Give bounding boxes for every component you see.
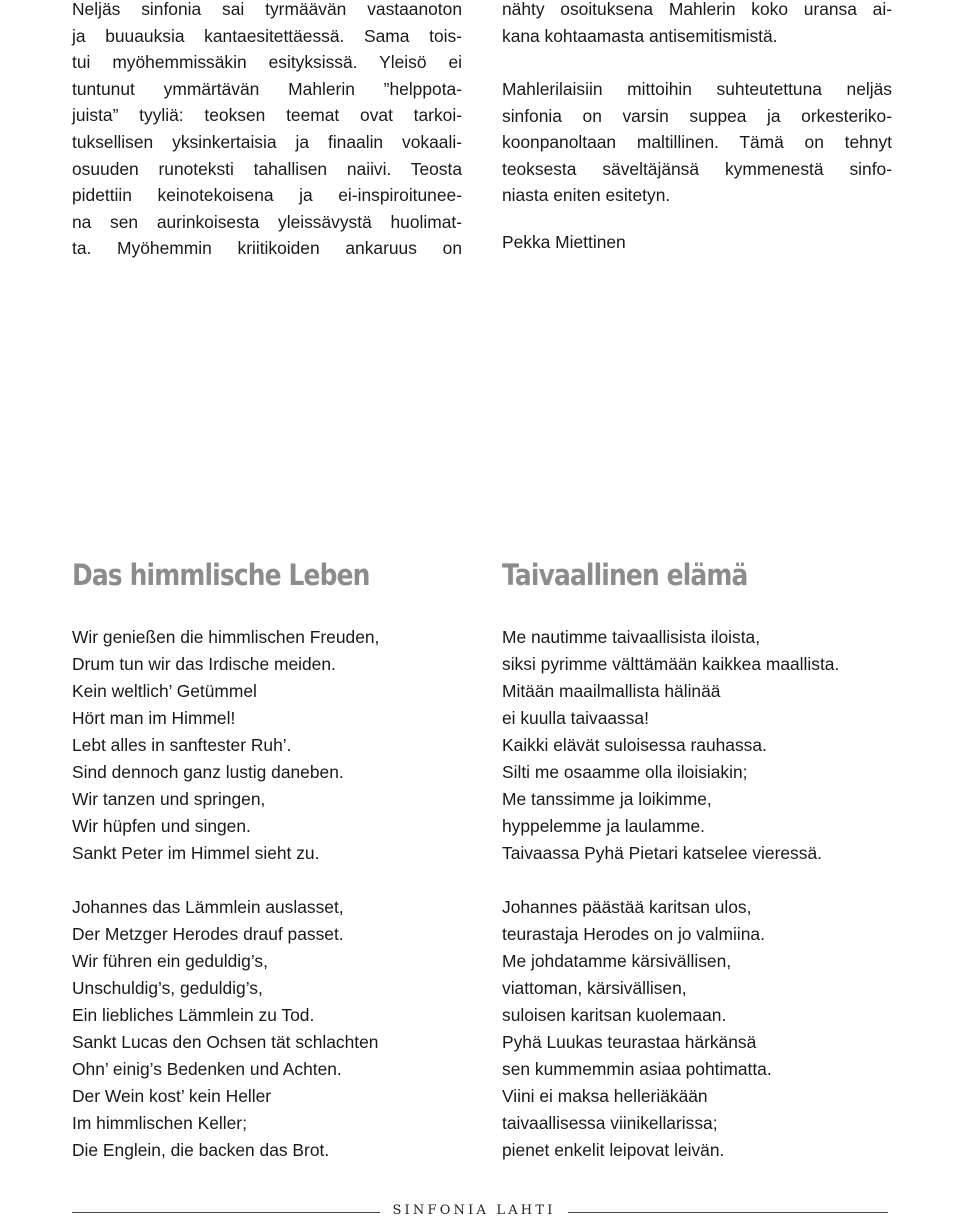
german-stanza-2 [72, 894, 462, 1164]
finnish-stanza-2 [502, 894, 892, 1164]
prose-line: tui myöhemmissäkin esityksissä. Yleisö ei [72, 52, 462, 73]
prose-line: osuuden runoteksti tahallisen naiivi. Teosta [72, 158, 462, 179]
verse-line: Viini ei maksa helleriäkään [502, 1086, 708, 1106]
verse-line: sen kummemmin asiaa pohtimatta. [502, 1059, 772, 1079]
footer-rule-left [72, 1212, 380, 1213]
verse-line: Lebt alles in sanftester Ruh’. [72, 735, 292, 755]
verse-line: Wir tanzen und springen, [72, 789, 266, 809]
verse-line: Wir genießen die himmlischen Freuden, [72, 627, 380, 647]
right-prose-column [502, 0, 892, 49]
page-footer [0, 1203, 960, 1223]
verse-line: hyppelemme ja laulamme. [502, 816, 705, 836]
verse-line: Unschuldig’s, geduldig’s, [72, 978, 263, 998]
prose-line: tuntunut ymmärtävän Mahlerin ”helppota- [72, 78, 462, 99]
verse-line: Me nautimme taivaallisista iloista, [502, 627, 761, 647]
verse-line: suloisen karitsan kuolemaan. [502, 1005, 727, 1025]
verse-line: Ein liebliches Lämmlein zu Tod. [72, 1005, 315, 1025]
verse-line: Me johdatamme kärsivällisen, [502, 951, 732, 971]
stanza [502, 894, 892, 1164]
prose-line: kana kohtaamasta antisemitismistä. [502, 25, 778, 46]
prose-line: nähty osoituksena Mahlerin koko uransa ai- [502, 0, 892, 19]
verse-line: pienet enkelit leipovat leivän. [502, 1140, 725, 1160]
prose-line: na sen aurinkoisesta yleissävystä huolimat- [72, 211, 462, 232]
verse-line: Mitään maailmallista hälinää [502, 681, 721, 701]
german-poem-title: Das himmlische Leben [72, 558, 370, 592]
finnish-poem-title-block [502, 558, 892, 592]
prose-line: ja buuauksia kantaesitettäessä. Sama tois- [72, 25, 462, 46]
verse-line: Drum tun wir das Irdische meiden. [72, 654, 336, 674]
verse-line: Johannes das Lämmlein auslasset, [72, 897, 344, 917]
verse-line: ei kuulla taivaassa! [502, 708, 649, 728]
right-prose-column-2 [502, 76, 892, 209]
right-prose-paragraph-2 [502, 76, 892, 209]
verse-line: Ohn’ einig’s Bedenken und Achten. [72, 1059, 342, 1079]
prose-line: pidettiin keinotekoisena ja ei-inspiroituneе- [72, 185, 462, 206]
author-block [502, 232, 892, 253]
verse-line: Hört man im Himmel! [72, 708, 236, 728]
verse-line: Die Englein, die backen das Brot. [72, 1140, 330, 1160]
verse-line: Wir führen ein geduldig’s, [72, 951, 268, 971]
prose-line: ta. Myöhemmin kriitikoiden ankaruus on [72, 238, 462, 259]
prose-line: Neljäs sinfonia sai tyrmäävän vastaanoton [72, 0, 462, 19]
finnish-poem-title: Taivaallinen elämä [502, 558, 748, 592]
right-prose-paragraph-1 [502, 0, 892, 49]
stanza [502, 624, 892, 867]
verse-line: Me tanssimme ja loikimme, [502, 789, 712, 809]
verse-line: viattoman, kärsivällisen, [502, 978, 687, 998]
verse-line: Sankt Lucas den Ochsen tät schlachten [72, 1032, 379, 1052]
footer-orchestra-name: SINFONIA LAHTI [392, 1203, 556, 1218]
stanza [72, 894, 462, 1164]
author-name: Pekka Miettinen [502, 232, 626, 252]
german-poem-title-block [72, 558, 462, 592]
verse-line: Kaikki elävät suloisessa rauhassa. [502, 735, 767, 755]
verse-line: Wir hüpfen und singen. [72, 816, 251, 836]
prose-line: sinfonia on varsin suppea ja orkesteriko- [502, 105, 892, 126]
footer-rule-right [568, 1212, 888, 1213]
verse-line: Taivaassa Pyhä Pietari katselee vieressä. [502, 843, 822, 863]
verse-line: Sankt Peter im Himmel sieht zu. [72, 843, 320, 863]
verse-line: teurastaja Herodes on jo valmiina. [502, 924, 765, 944]
verse-line: Der Wein kost’ kein Heller [72, 1086, 272, 1106]
prose-line: teoksesta säveltäjänsä kymmenestä sinfo- [502, 158, 892, 179]
prose-line: koonpanoltaan maltillinen. Tämä on tehnyt [502, 132, 892, 153]
verse-line: Kein weltlich’ Getümmel [72, 681, 257, 701]
verse-line: Pyhä Luukas teurastaa härkänsä [502, 1032, 757, 1052]
stanza [72, 624, 462, 867]
prose-line: niasta eniten esitetyn. [502, 185, 671, 206]
prose-line: Mahlerilaisiin mittoihin suhteutettuna neljäs [502, 79, 892, 99]
verse-line: taivaallisessa viinikellarissa; [502, 1113, 718, 1133]
verse-line: Der Metzger Herodes drauf passet. [72, 924, 344, 944]
verse-line: siksi pyrimme välttämään kaikkea maallista. [502, 654, 840, 674]
verse-line: Silti me osaamme olla iloisiakin; [502, 762, 748, 782]
finnish-stanza-1 [502, 624, 892, 867]
prose-line: tuksellisen yksinkertaisia ja finaalin vokaali- [72, 131, 462, 152]
left-prose-paragraph [72, 0, 462, 262]
left-prose-column [72, 0, 462, 262]
german-stanza-1 [72, 624, 462, 867]
prose-line: juista” tyyliä: teoksen teemat ovat tarkoi- [72, 105, 462, 126]
verse-line: Im himmlischen Keller; [72, 1113, 247, 1133]
verse-line: Sind dennoch ganz lustig daneben. [72, 762, 344, 782]
verse-line: Johannes päästää karitsan ulos, [502, 897, 752, 917]
